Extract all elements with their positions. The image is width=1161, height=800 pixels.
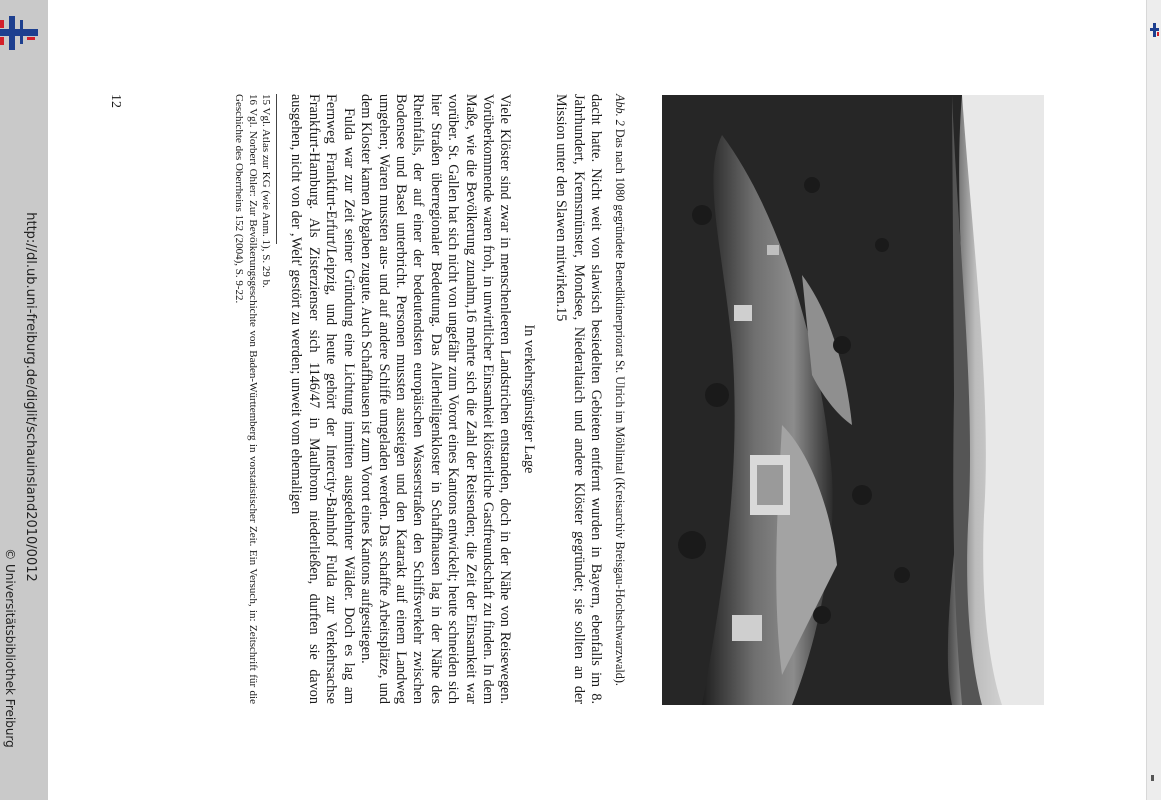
body-paragraph-top: dacht hatte. Nicht weit von slawisch besiedelten Gebieten entfernt wurden in Bayern, ebenfalls im 8. Jahrhundert, Kremsmünster, Mondsee, Niederaltaich und andere Klöster gegründet; sie sollten an der Mission unter den Slawen mitwirken.15: [553, 94, 604, 704]
rotated-page-text: [98, 94, 628, 704]
copyright-notice: © Universitätsbibliothek Freiburg: [3, 548, 17, 748]
footnotes: [232, 94, 273, 704]
footnote-divider: [276, 94, 277, 244]
next-page-logo-icon: [1150, 22, 1159, 38]
page-number: 12: [108, 94, 123, 108]
footnote: 16 Vgl. Norbert Ohler: Zur Bevölkerungsgeschichte von Baden-Württemberg in vorstatistischer Zeit. Ein Versuch, in: Zeitschrift für die Geschichte des Oberrheins 152 (2004), S. 9-22.: [233, 94, 259, 704]
monastery-photo: [662, 95, 1044, 705]
next-page-edge-mark: [1150, 770, 1156, 780]
document-url[interactable]: http://dl.ub.uni-freiburg.de/diglit/schauinsland2010/0012: [23, 212, 38, 582]
footnote: 15 Vgl. Atlas zur KG (wie Anm. 1), S. 29 b.: [260, 94, 273, 288]
caption-text: Das nach 1080 gegründete Benediktinerpriorat St. Ulrich im Möhlintal (Kreisarchiv Breisgau-Hochschwarzwald).: [613, 128, 627, 686]
body-paragraph: Viele Klöster sind zwar in menschenleeren Landstrichen entstanden, doch in der Nähe von Reisewegen. Vorüberkommende waren froh, in unwirtlicher Einsamkeit klösterliche Gastfreundschaft zu finden. In dem Maße, wie die Bevölkerung zunahm,16 mehrte sich die Zahl der Reisenden; die Zeit der Einsamkeit war vorüber. St. Gallen hat sich nicht von ungefähr zum Vorort eines Kantons entwickelt; heute schneiden sich hier Straßen überregionaler Bedeutung. Das Allerheiligenkloster in Schaffhausen lag in der Nähe des Rheinfalls, der auf einer der bedeutendsten europäischen Wasserstraßen den Schiffsverkehr zwischen Bodensee und Basel unterbricht. Personen mussten aussteigen und den Katarakt auf einem Landweg umgehen; Waren mussten aus- und auf andere Schiffe umgeladen werden. Das schaffte Arbeitsplätze, und dem Kloster kamen Abgaben zugute. Auch Schaffhausen ist zum Vorort eines Kantons aufgestiegen.: [358, 94, 514, 704]
section-heading: In verkehrsgünstiger Lage: [520, 324, 537, 474]
scrollbar-track[interactable]: [1146, 0, 1161, 800]
body-paragraph: Fulda war zur Zeit seiner Gründung eine Lichtung inmitten ausgedehnter Wälder. Doch es lag am Fernweg Frankfurt-Erfurt/Leipzig, und heute gehört der Intercity-Bahnhof Fulda zur Verkehrsachse Frankfurt-Hamburg. Als Zisterzienser sich 1146/47 in Maulbronn niederließen, durften sie davon ausgehen, nicht von der ‚Welt' gestört zu werden; unweit vom ehemaligen: [288, 94, 357, 704]
caption-label: Abb. 2: [613, 94, 627, 126]
figure-caption: [612, 94, 628, 704]
